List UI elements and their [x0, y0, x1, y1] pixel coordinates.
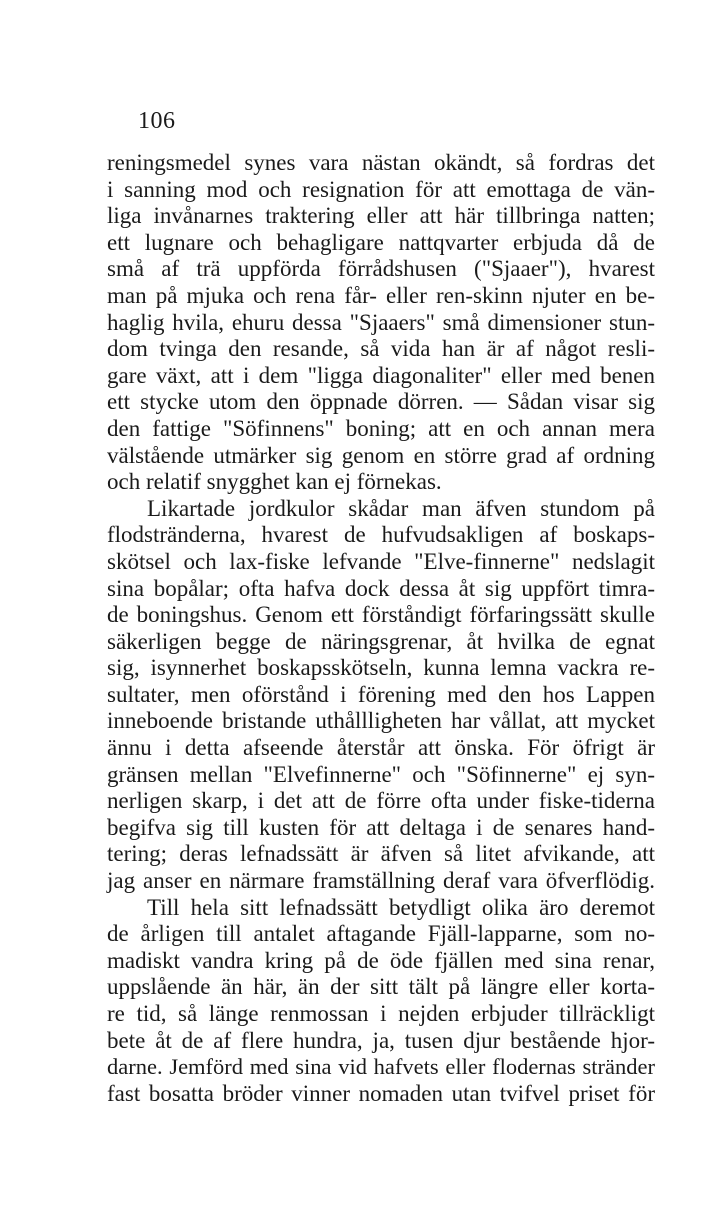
text-line: haglig hvila, ehuru dessa "Sjaaers" små dimensioner stun- [107, 309, 655, 335]
text-line: ännu i detta afseende återstår att önska. För öfrigt är [107, 735, 655, 761]
text-line: de årligen till antalet aftagande Fjäll-lapparne, som no- [107, 921, 655, 947]
text-line: man på mjuka och rena får- eller ren-skinn njuter en be- [107, 282, 655, 308]
text-line: darne. Jemförd med sina vid hafvets eller flodernas stränder [107, 1054, 655, 1080]
text-line: sina bopålar; ofta hafva dock dessa åt sig uppfört timra- [107, 575, 655, 601]
text-line: flodstränderna, hvarest de hufvudsakligen af boskaps- [107, 522, 655, 548]
text-line: sultater, men oförstånd i förening med den hos Lappen [107, 681, 655, 707]
text-line: gränsen mellan "Elvefinnerne" och "Söfinnerne" ej syn- [107, 761, 655, 787]
text-line: fast bosatta bröder vinner nomaden utan tvifvel priset för [107, 1080, 655, 1106]
text-line: nerligen skarp, i det att de förre ofta under fiske-tiderna [107, 788, 655, 814]
text-line: de boningshus. Genom ett förståndigt förfaringssätt skulle [107, 602, 655, 628]
text-line: i sanning mod och resignation för att emottaga de vän- [107, 176, 655, 202]
text-line: begifva sig till kusten för att deltaga i de senares hand- [107, 814, 655, 840]
text-line: den fattige "Söfinnens" boning; att en och annan mera [107, 415, 655, 441]
text-line: bete åt de af flere hundra, ja, tusen djur bestående hjor- [107, 1027, 655, 1053]
text-line: små af trä uppförda förrådshusen ("Sjaaer"), hvarest [107, 256, 655, 282]
text-line: re tid, så länge renmossan i nejden erbjuder tillräckligt [107, 1001, 655, 1026]
text-line: tering; deras lefnadssätt är äfven så litet afvikande, att [107, 841, 655, 867]
text-line: liga invånarnes traktering eller att här tillbringa natten; [107, 203, 655, 229]
text-line: jag anser en närmare framställning deraf vara öfverflödig. [107, 868, 655, 894]
text-line: madiskt vandra kring på de öde fjällen med sina renar, [107, 947, 655, 973]
body-text [107, 150, 655, 1107]
text-line: välstående utmärker sig genom en större grad af ordning [107, 442, 655, 468]
text-line: säkerligen begge de näringsgrenar, åt hvilka de egnat [107, 628, 655, 654]
text-line: och relatif snygghet kan ej förnekas. [107, 469, 442, 495]
text-line: ett stycke utom den öppnade dörren. — Sådan visar sig [107, 389, 655, 415]
text-line: gare växt, att i dem "ligga diagonaliter" eller med benen [107, 362, 655, 388]
text-line: dom tvinga den resande, så vida han är af något resli- [107, 336, 655, 362]
text-line: uppslående än här, än der sitt tält på längre eller korta- [107, 974, 655, 1000]
text-line: reningsmedel synes vara nästan okändt, så fordras det [107, 150, 655, 175]
page-number: 106 [138, 108, 176, 134]
text-line: skötsel och lax-fiske lefvande "Elve-finnerne" nedslagit [107, 548, 655, 574]
text-line: ett lugnare och behagligare nattqvarter erbjuda då de [107, 229, 655, 255]
text-line: Likartade jordkulor skådar man äfven stundom på [147, 495, 655, 521]
text-line: Till hela sitt lefnadssätt betydligt olika äro deremot [147, 894, 655, 920]
text-line: sig, isynnerhet boskapsskötseln, kunna lemna vackra re- [107, 655, 655, 681]
text-line: inneboende bristande uthållligheten har vållat, att mycket [107, 708, 655, 734]
